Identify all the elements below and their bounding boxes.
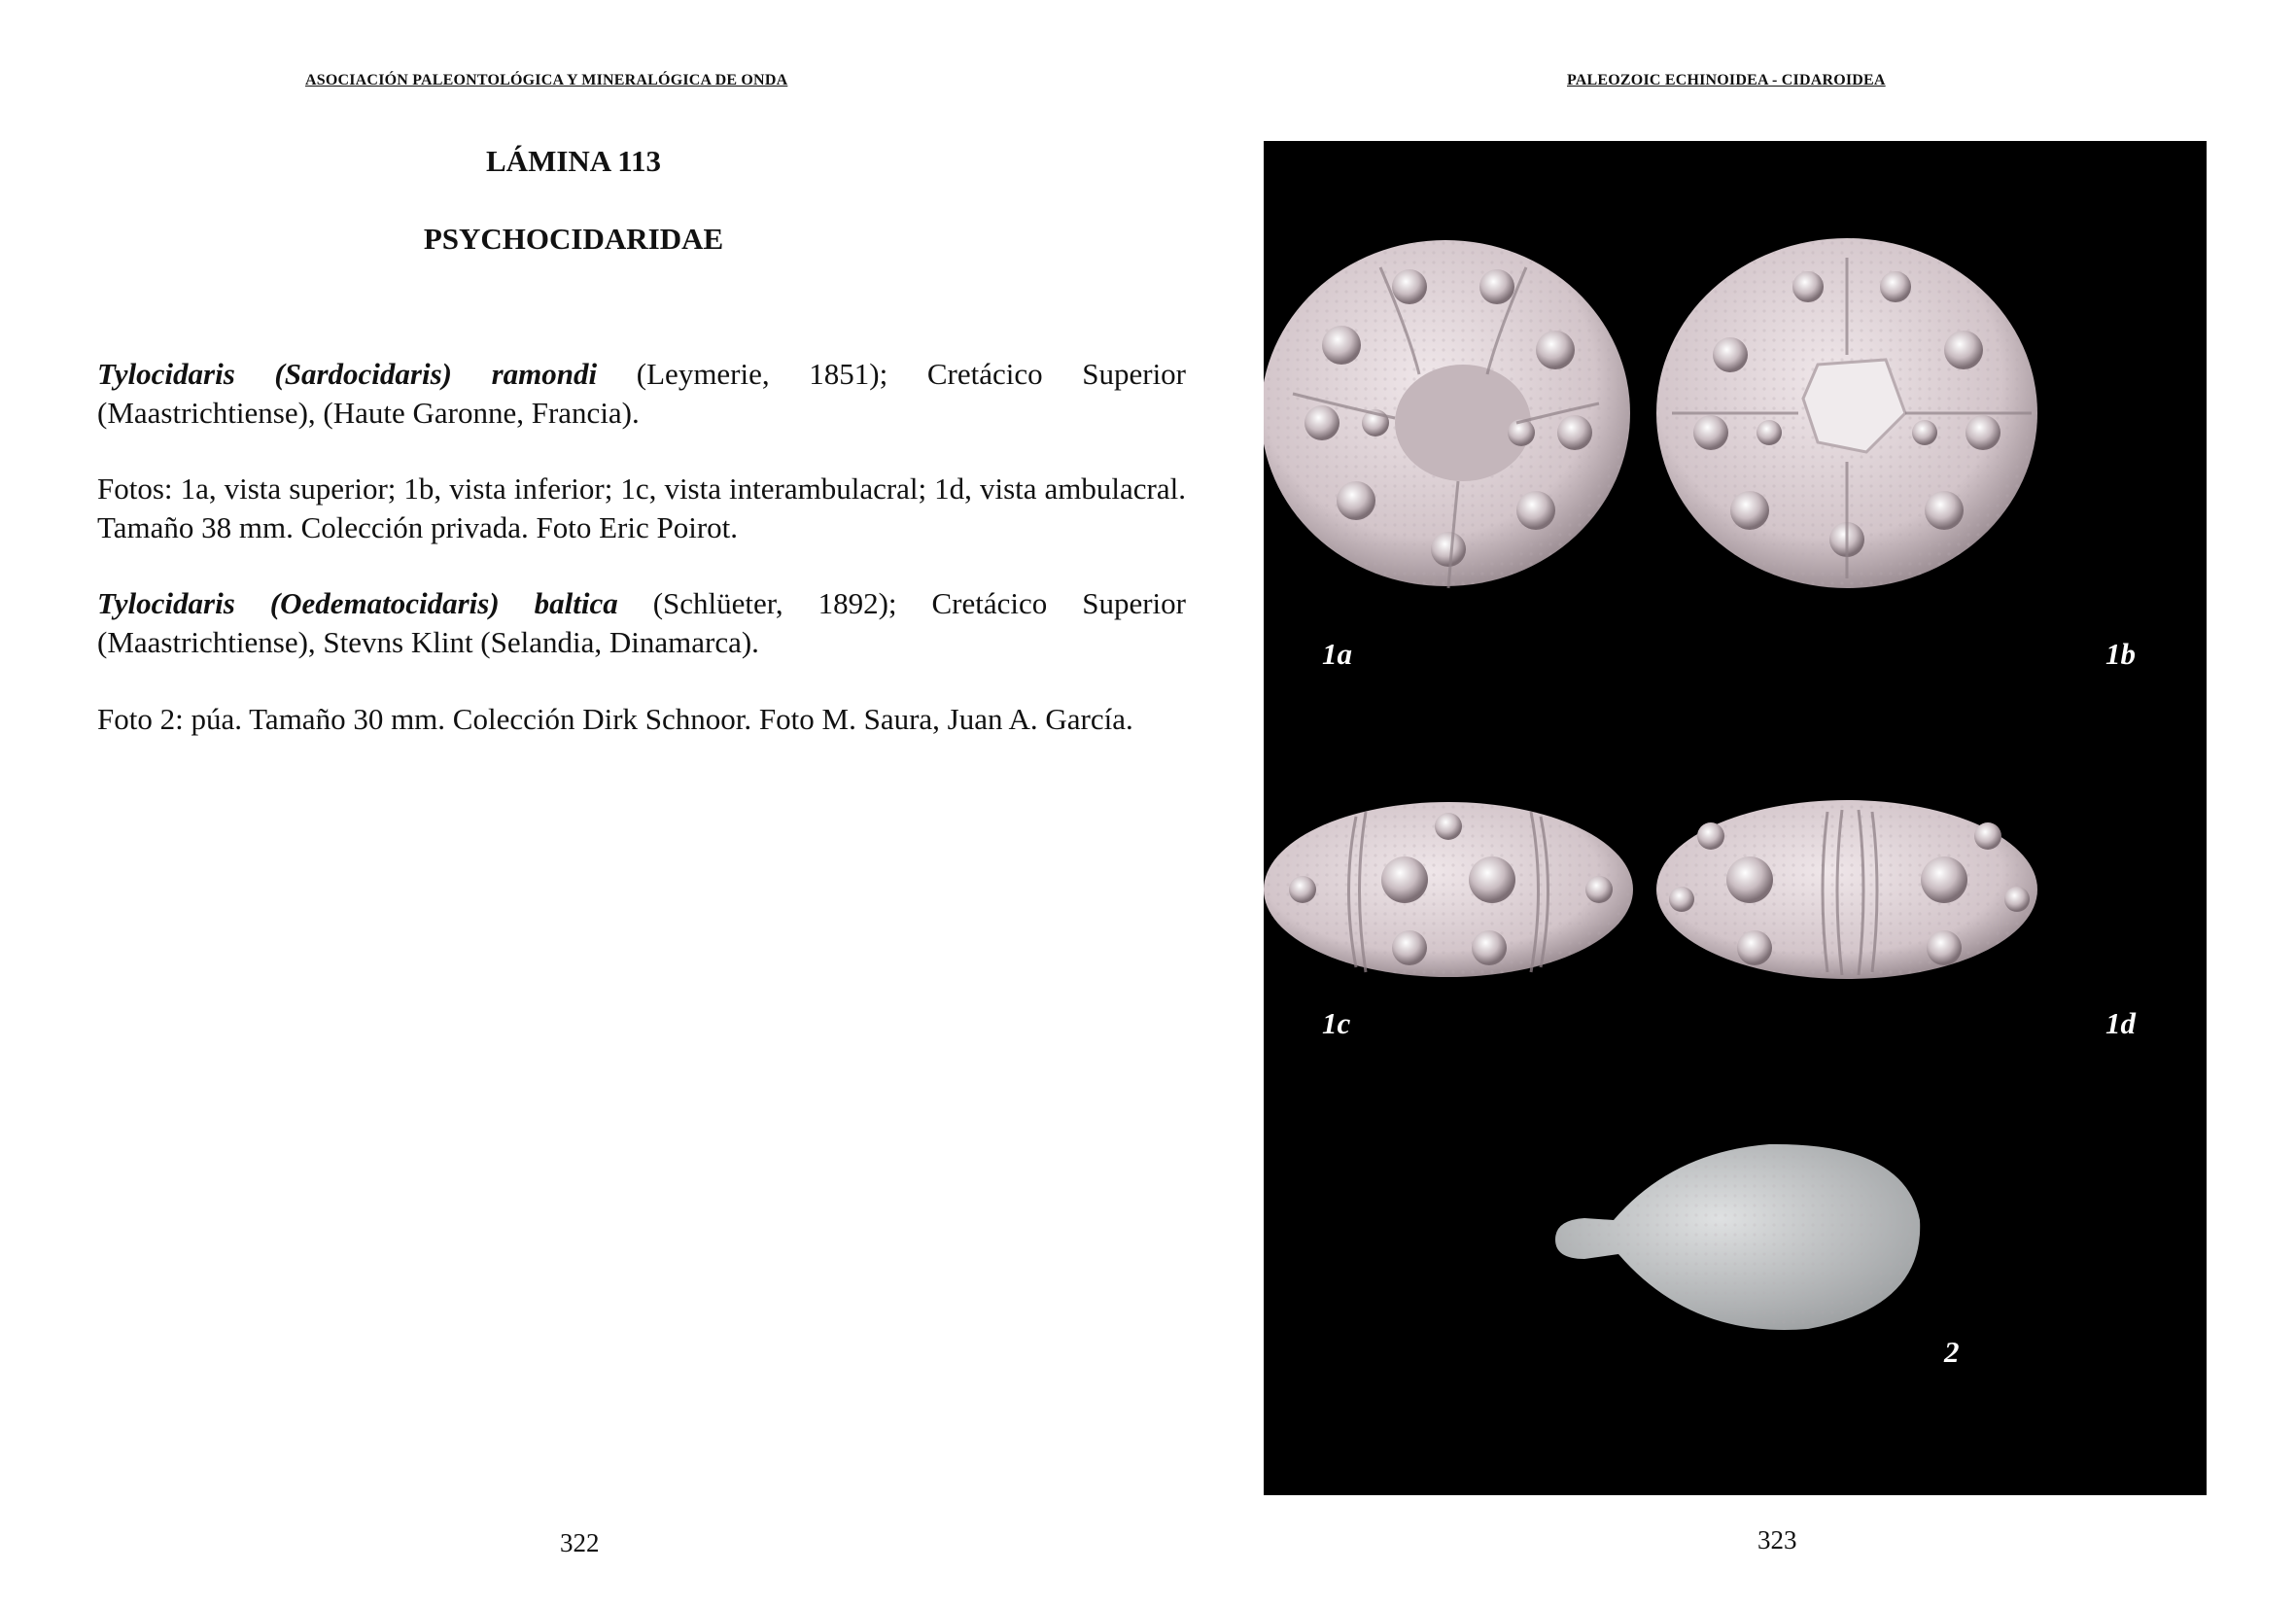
specimen-1a-superior-view — [1264, 240, 1630, 588]
species-details-2: (Schlüeter, 1892); Cretácico Superior (Maastrichtiense), Stevns Klint (Selandia, Dinamarca). — [97, 586, 1186, 659]
right-running-header: PALEOZOIC ECHINOIDEA - CIDAROIDEA — [1567, 72, 1886, 88]
figure-label-1c: 1c — [1322, 1006, 1351, 1040]
specimen-1c-interambulacral-view — [1264, 802, 1633, 977]
species-name-1: Tylocidaris (Sardocidaris) ramondi — [97, 357, 598, 391]
right-page — [1205, 0, 2296, 1607]
photo-plate — [1264, 141, 2207, 1495]
left-running-header: ASOCIACIÓN PALEONTOLÓGICA Y MINERALÓGICA DE ONDA — [305, 72, 788, 88]
specimen-1b-inferior-view — [1656, 238, 2037, 588]
specimen-2-spine — [1555, 1144, 1920, 1330]
family-title: PSYCHOCIDARIDAE — [423, 222, 724, 256]
photo-caption-2: Foto 2: púa. Tamaño 30 mm. Colección Dirk Schnoor. Foto M. Saura, Juan A. García. — [97, 702, 1133, 736]
species-details-1: (Leymerie, 1851); Cretácico Superior (Maastrichtiense), (Haute Garonne, Francia). — [97, 357, 1187, 430]
figure-label-1a: 1a — [1322, 637, 1352, 671]
left-page-number: 322 — [560, 1528, 600, 1557]
species-description-1 — [97, 355, 1186, 433]
figure-label-1d: 1d — [2105, 1006, 2136, 1040]
right-page-number: 323 — [1757, 1525, 1797, 1555]
figure-label-1b: 1b — [2105, 637, 2136, 671]
specimen-photos — [1264, 141, 2207, 1495]
species-name-2: Tylocidaris (Oedematocidaris) baltica — [97, 586, 618, 620]
plate-title: LÁMINA 113 — [486, 144, 661, 178]
specimen-1d-ambulacral-view — [1656, 800, 2037, 979]
species-description-2 — [97, 584, 1186, 662]
figure-label-2: 2 — [1944, 1335, 1960, 1369]
photo-caption-1: Fotos: 1a, vista superior; 1b, vista inferior; 1c, vista interambulacral; 1d, vista ambulacral. Tamaño 38 mm. Colección privada. Foto Eric Poirot. — [97, 472, 1186, 544]
